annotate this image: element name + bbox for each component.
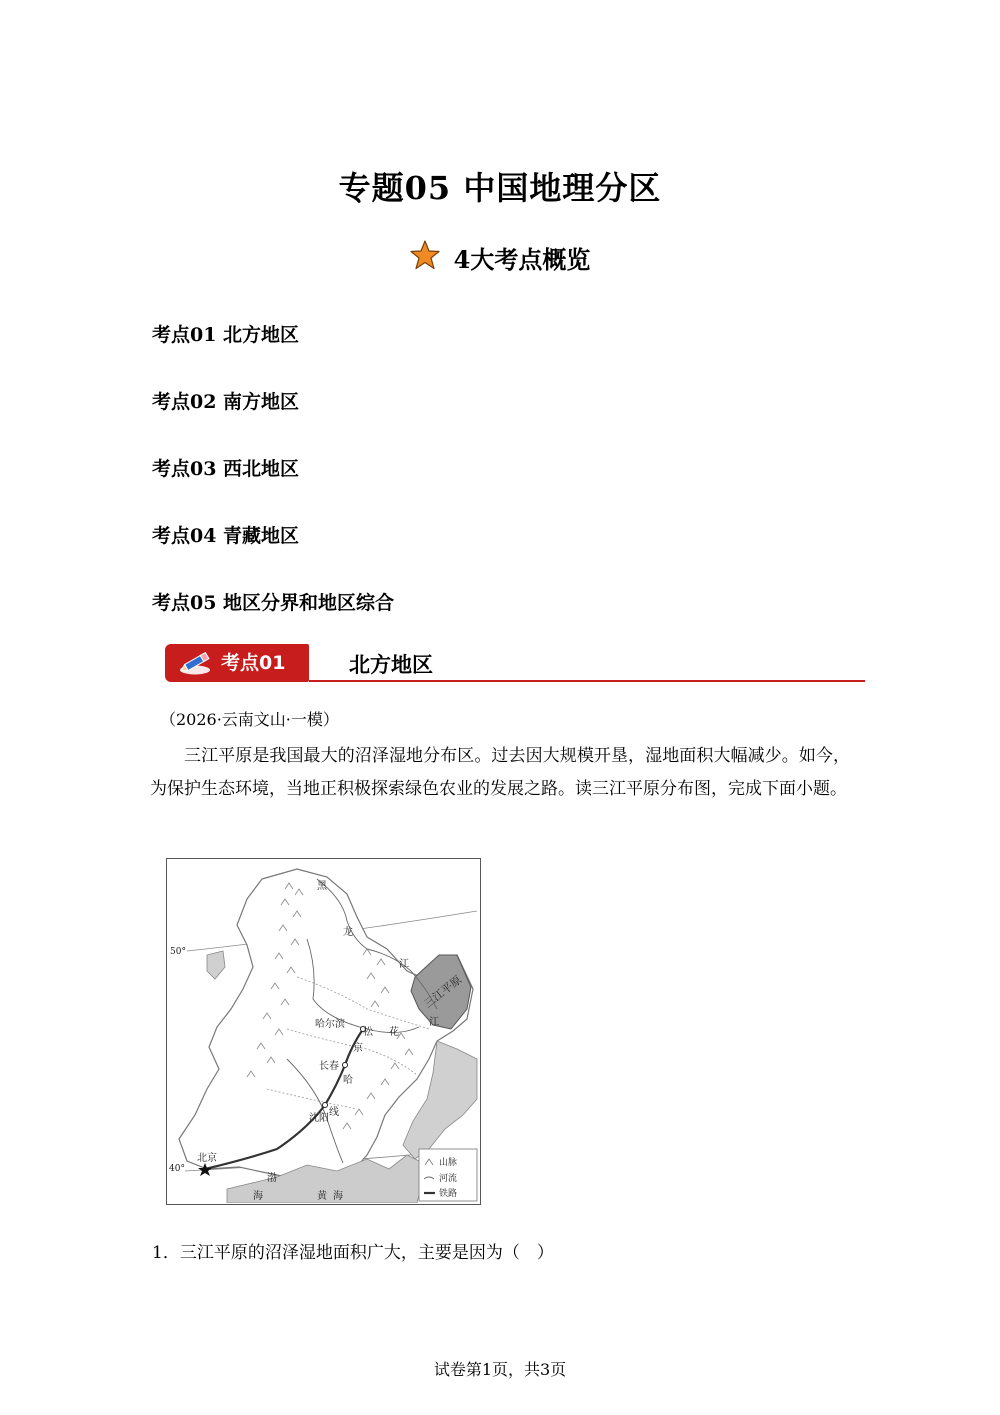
section-banner	[165, 644, 865, 686]
section-tab	[165, 644, 309, 682]
latitude-label-40: 40°	[169, 1164, 185, 1174]
sea-label: 海	[253, 1191, 263, 1202]
rail-label: 哈	[343, 1075, 353, 1086]
rail-label: 线	[329, 1107, 339, 1118]
page-footer: 试卷第1页，共3页	[433, 1360, 567, 1379]
legend-item: 河流	[439, 1174, 458, 1184]
overview-heading	[0, 240, 1000, 280]
topic-item: 考点04 青藏地区	[152, 525, 300, 547]
river-label: 黑	[317, 881, 327, 892]
river-label: 龙	[343, 927, 353, 938]
legend-item: 山脉	[439, 1158, 458, 1168]
rail-label: 京	[353, 1043, 363, 1054]
river-label: 江	[429, 1017, 439, 1028]
sea-label: 渤	[267, 1173, 277, 1184]
topic-item: 考点05 地区分界和地区综合	[152, 592, 395, 614]
region-label: 三江平原	[421, 973, 465, 1011]
overview-label: 4大考点概览	[453, 245, 591, 274]
city-label: 沈阳	[309, 1113, 329, 1124]
latitude-label-50: 50°	[170, 947, 186, 957]
star-icon	[410, 240, 440, 276]
river-label: 松	[363, 1027, 373, 1038]
reading-passage: 三江平原是我国最大的沼泽湿地分布区。过去因大规模开垦，湿地面积大幅减少。如今，为保护生态环境，当地正积极探索绿色农业的发展之路。读三江平原分布图，完成下面小题。	[150, 746, 850, 799]
map-figure	[167, 859, 479, 1203]
map-legend	[419, 1149, 477, 1201]
section-tab-label: 考点01	[221, 652, 286, 674]
legend-item: 铁路	[439, 1189, 458, 1199]
question-1: 1．三江平原的沼泽湿地面积广大，主要是因为（ ）	[152, 1243, 554, 1263]
section-title: 北方地区	[349, 653, 433, 677]
section-divider	[309, 680, 865, 682]
river-label: 花	[389, 1027, 399, 1038]
sea-label: 黄	[317, 1191, 327, 1202]
city-label: 长春	[319, 1061, 339, 1072]
topic-item: 考点01 北方地区	[152, 324, 300, 346]
river-label: 江	[399, 959, 409, 970]
topic-item: 考点03 西北地区	[152, 458, 300, 480]
pencil-icon	[179, 650, 215, 680]
city-label: 哈尔滨	[315, 1019, 345, 1030]
sanjiang-plain-map	[166, 858, 481, 1205]
city-label: 北京	[197, 1153, 217, 1164]
sea-label: 海	[333, 1191, 343, 1202]
page-title: 专题05 中国地理分区	[338, 169, 662, 207]
question-source: （2026·云南文山·一模）	[160, 710, 339, 729]
topic-item: 考点02 南方地区	[152, 391, 300, 413]
